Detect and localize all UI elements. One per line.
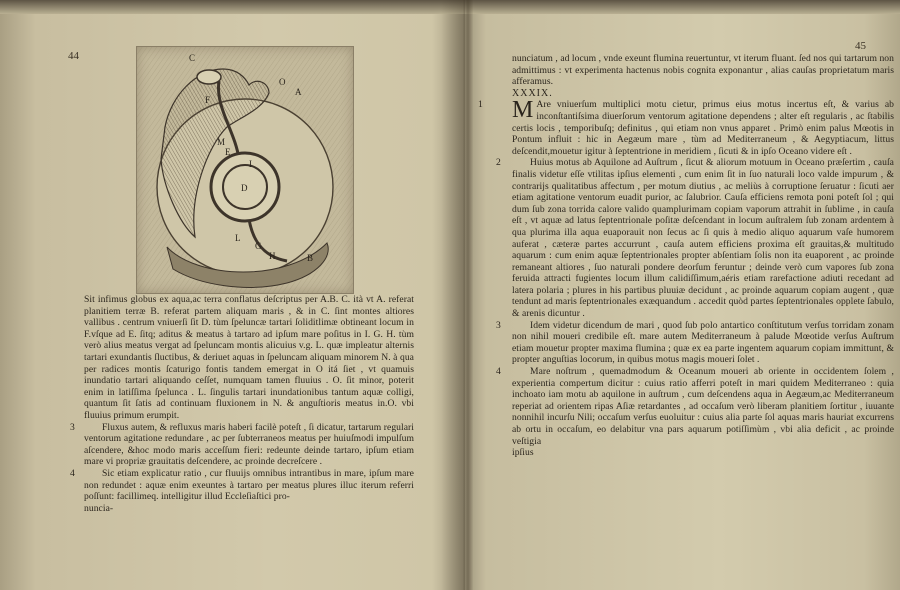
left-paragraph	[70, 421, 414, 468]
plate-label-a: A	[295, 87, 302, 97]
mountain-cavern	[197, 70, 221, 84]
plate-label-c: C	[189, 53, 196, 63]
left-paragraph-text: Sic etiam explicatur ratio , cur fluuijs omnibus intrantibus in mare, ipſum mare non redundet : aquæ enim exeuntes à tartaro per meatus plures illuc iterum referri poſſunt: facillimeq. intelligitur illud Eccleſiaſtici pro-	[84, 467, 414, 503]
left-catchword: nuncia-	[84, 502, 114, 514]
left-paragraph	[84, 294, 414, 422]
right-page	[474, 0, 900, 590]
left-paragraph	[70, 467, 414, 503]
right-paragraph-text: Mare noſtrum , quemadmodum & Oceanum moueri ab oriente in occidentem ſolem , experientia compertum dicitur : cuius ratio afferri poteſt in mari quidem Mediterraneo : quia inchoato iam motu ab aquilone in auſtrum , cum deſcendens aqua in Aegæum,ac Mediterraneum reperiat ad orientem ripas Aſiæ retardantes , ad occaſum verò liberam planitiem ſortitur , iuuante nonnihil incurſu Nili; occaſum verſus euoluitur : cuius alia parte ſol aquas maris hauriat excurrens ab ortu in occaſum, eo delabitur vna pars aquarum potiſſimùm , vbi alia deficit , ac proinde veſtigia	[512, 366, 894, 447]
left-page-fold-shadow	[441, 0, 465, 590]
left-page-number: 44	[68, 50, 79, 62]
plate-label-g: G	[255, 241, 262, 251]
cross-section-engraving	[137, 47, 353, 293]
right-paragraph	[496, 319, 894, 366]
left-paragraph-text: Fluxus autem, & refluxus maris haberi facilè poteſt , ſi dicatur, tartarum regulari ventorum agitatione redundare , ac per ſubterraneos meatus per huiuſmodi impulſum aſcendere, &hoc modo maris acceſſum fieri: redeunte deinde tartaro, ipſum etiam mare vi propriæ grauitatis deſcendere, ac proinde decreſcere .	[84, 421, 414, 468]
paragraph-number: 4	[496, 366, 501, 378]
paragraph-number: 1	[478, 99, 483, 111]
paragraph-number: 3	[70, 421, 75, 433]
plate-label-m: M	[217, 137, 226, 147]
left-page-text	[70, 294, 414, 514]
right-paragraph-text: Idem videtur dicendum de mari , quod ſub polo antartico conſtitutum verſus torridam zonam non nihil moueri credibile eſt. mare autem Mediterraneum à palude Mœotide verſus Auſtrum etiam mouetur propter maxima flumina ; quæ ex ea parte ingentem aquarum copiam immittunt, & propter anguſtias locorum, in quibus motus magis moueri ſolet .	[512, 319, 894, 366]
right-paragraph-text: Are vniuerſum multiplici motu cietur, primus eius motus incertus eſt, & varius ab inconſtantiſsima diuerſorum ventorum agitatione dependens ; alter eſt regularis , ac ſtabilis certis locis , temporibuſq; definitus , qui etiam non vnus apparet . Primò enim palus Mœotis in Pontum influit : hic in Aegæum mare , tùm ad Mediterraneum , & Aegyptiacum, littus deſcendit,mouetur igitur à ſeptentrione in meridiem , ſicuti & in ipſo Oceano videre eſt .	[512, 99, 894, 157]
right-page-number: 45	[855, 40, 866, 52]
left-paragraph-text: Sit infimus globus ex aqua,ac terra conflatus deſcriptus per A.B. C. ità vt A. referat planitiem terræ B. referat partem aliquam maris , & in C. ſint montes altiores vallibus . centrum vniuerſi ſit D. tùm ſpeluncæ tartari ſoliditlimæ obtineant locum in F.vſque ad E. ſitq; aditus & meatus à tartaro ad ipſum mare poſitus in I. G. H. tùm verò alius meatus vergat ad ſpeluncam montis alicuius v.g. L. quæ impleatur alternis tartari exundantis ſluctibus, & deriuet aquas in ſpeluncam aliquam minorem N. à qua per radices montis ſcaturigo fontis tandem emergat in O itá ſiet , vt quamuis inundatio tartari aliquando ceſſet, numquam tamen fluuius . O. ſit minor, poterit enim in latiſſima ſpelunca . L. ſingulis tartari inundationibus tantum aquæ colligi, quantum ſit ſatis ad continuam fluxionem in N. & anguſtioris meatus in.O. vbi fluuius primum erumpit.	[84, 294, 414, 421]
plate-label-i: I	[249, 159, 252, 169]
plate-label-d: D	[241, 183, 248, 193]
right-paragraph	[496, 366, 894, 447]
section-heading: XXXIX.	[512, 87, 553, 99]
right-page-text	[478, 53, 894, 459]
right-paragraph	[478, 97, 894, 157]
plate-label-o: O	[279, 77, 286, 87]
right-opening-paragraph: nunciatum , ad locum , vnde exeunt flumina reuertuntur, vt iterum fluant. ſed nos qui tartarum non admittimus : vt experimenta hactenus nobis cognita exponantur , alias cauſas proprietatum maris afferamus.	[512, 53, 894, 88]
plate-label-f: F	[205, 95, 211, 105]
drop-capital: M	[512, 97, 534, 124]
plate-label-e: E	[225, 147, 231, 157]
right-paragraph	[496, 157, 894, 320]
plate-label-h: H	[269, 251, 276, 261]
plate-label-l: L	[235, 233, 241, 243]
right-catchword: ipſius	[512, 447, 534, 459]
right-paragraph-text: Huius motus ab Aquilone ad Auſtrum , ſicut & aliorum motuum in Oceano præſertim , cauſa finalis videtur eſſe vtilitas ipſius elementi , cum enim ſit in ſuo naturali loco valde impurum , & contrarijs qualitatibus affectum , per motum diutius , ac meliùs à corruptione ſeruatur : ſicuti aer etiam agitatione ventorum euadit purior, ac ſalubrior. Cauſa efficiens remota poni poteſt ſol ; qui dum ſub zona torrida calore valido quamplurimam copiam vaporum attrahit in ſublime , in cauſa eſt , vt aquæ ad latus ſeptentrionale poſitæ deſcendant in locum auſtralem ſub zonam ardentem à qua plurima illa aqua euaporauit non ſecus ac ſi quis à medio aliquo aquarum vaſe humorem auferat , cæteræ partes accurrunt , cauſa autem efficiens proxima eſt grauitas,& multitudo aquarum : cum enim aquæ ſeptentrionales propter abſentiam ſolis non ita euaporent , ac proinde remaneant altiores , ſuo naturali pondere deorſum feruntur ; deinde verò cum vapores ſub zona feruida attracti fugientes locum illum calidiſſimum,aéris etiam rarefactione adiuti recedant ad latera polaria ; plures in his partibus pluuiæ decidunt , ac proinde aquarum copiam augent , quæ tendunt ad maris ſeptentrionales exæquandum . accedit quòd partes ſeptentrionales opplete ſabulo, & arenis dicuntur .	[512, 157, 894, 320]
paragraph-number: 4	[70, 467, 75, 479]
paragraph-number: 2	[496, 157, 501, 169]
engraved-plate	[136, 46, 354, 294]
paragraph-number: 3	[496, 319, 501, 331]
plate-label-b: B	[307, 253, 314, 263]
